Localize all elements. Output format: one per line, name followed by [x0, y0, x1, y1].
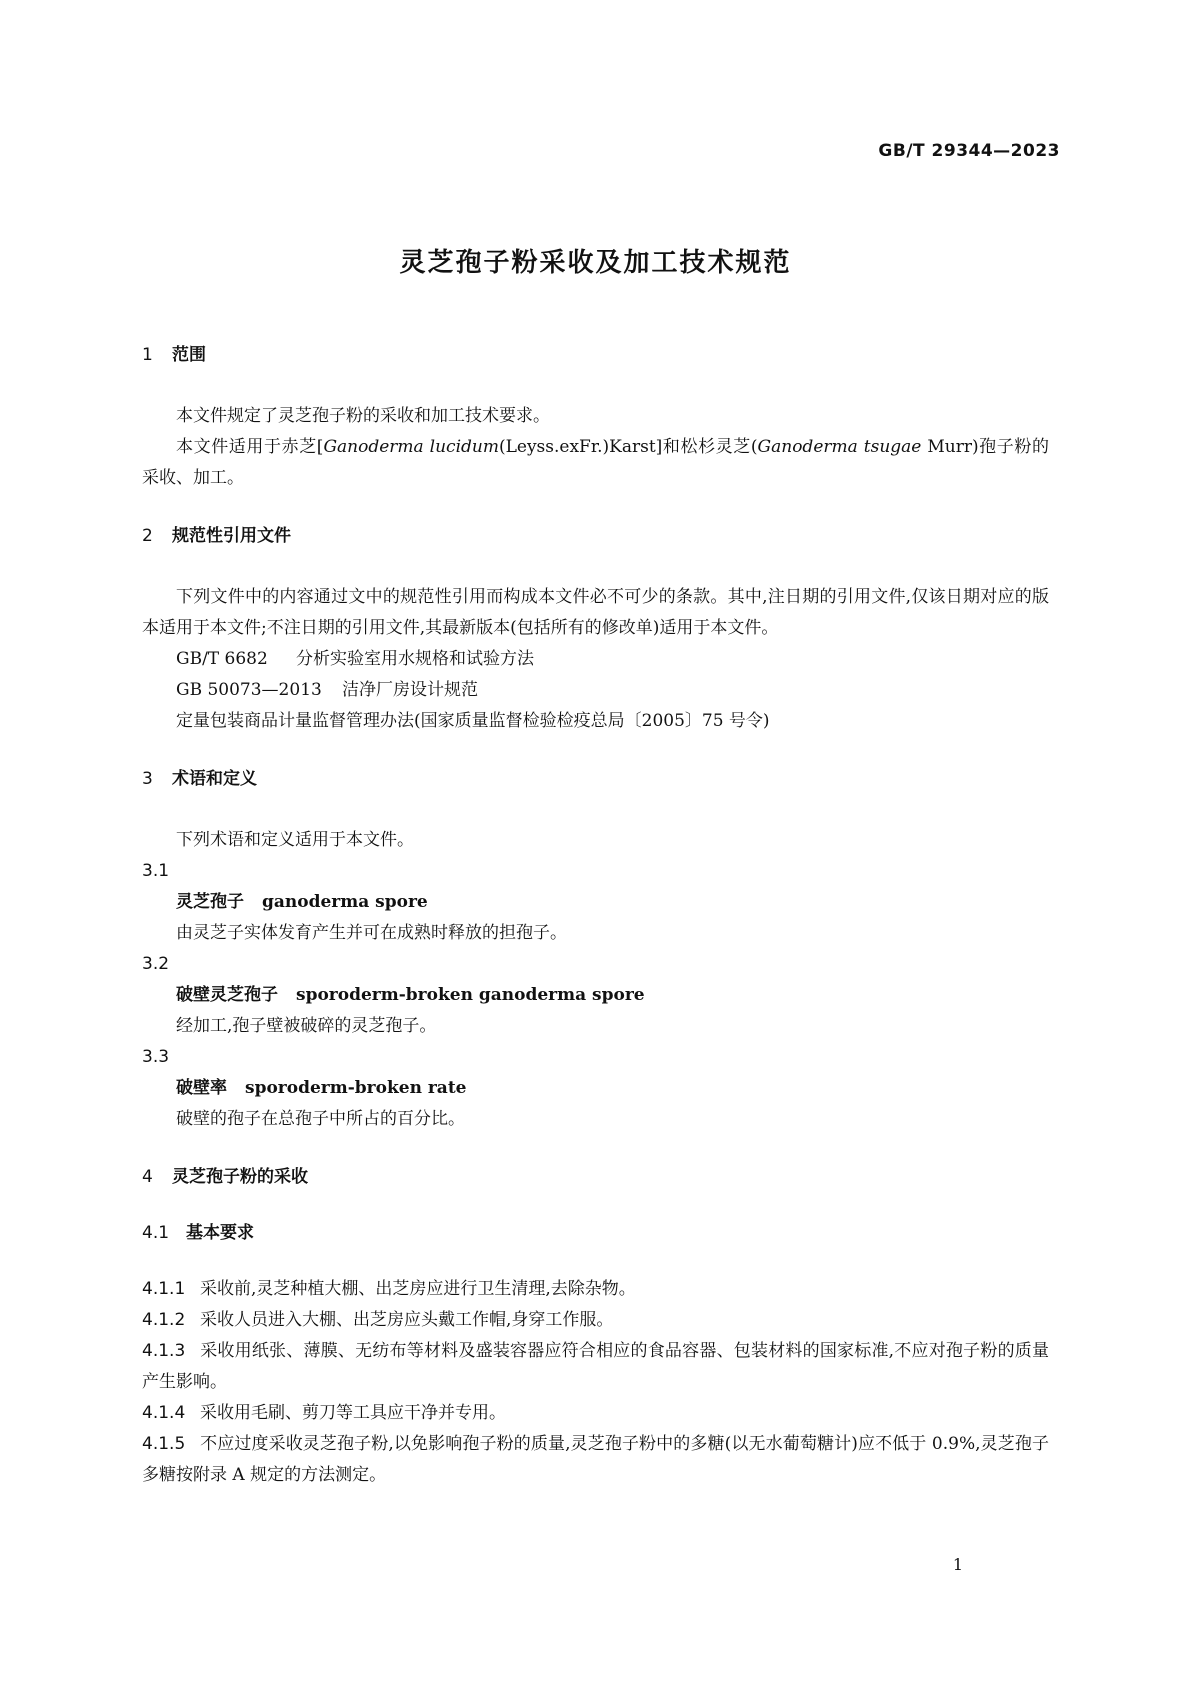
- term-number: 3.3: [142, 1047, 170, 1067]
- section-title: 灵芝孢子粉的采收: [172, 1167, 308, 1187]
- clause: [142, 1398, 1049, 1429]
- clause-text: 采收用纸张、薄膜、无纺布等材料及盛装容器应符合相应的食品容器、包装材料的国家标准,不应对孢子粉的质量产生影响。: [142, 1341, 1049, 1392]
- scope-paragraph-1: 本文件规定了灵芝孢子粉的采收和加工技术要求。: [176, 406, 550, 426]
- term-definition: 由灵芝子实体发育产生并可在成熟时释放的担孢子。: [176, 923, 567, 943]
- clause: [142, 1274, 1049, 1305]
- term-number: 3.1: [142, 861, 170, 881]
- section-3-heading: [142, 764, 1049, 795]
- subsection-4-1-heading: [142, 1218, 1049, 1249]
- subsection-number: 4.1: [142, 1223, 170, 1243]
- term-definition: 经加工,孢子壁被破碎的灵芝孢子。: [176, 1016, 437, 1036]
- section-title: 规范性引用文件: [172, 526, 291, 546]
- section-1-heading: [142, 340, 1049, 371]
- section-number: 4: [142, 1167, 153, 1187]
- clause-number: 4.1.2: [142, 1310, 186, 1330]
- clause-text: 采收人员进入大棚、出芝房应头戴工作帽,身穿工作服。: [200, 1310, 614, 1330]
- species-name: Ganoderma lucidum: [323, 437, 499, 457]
- term-entry: [142, 980, 1049, 1011]
- references-intro: 下列文件中的内容通过文中的规范性引用而构成本文件必不可少的条款。其中,注日期的引用文件,仅该日期对应的版本适用于本文件;不注日期的引用文件,其最新版本(包括所有的修改单)适用于本文件。: [142, 587, 1049, 638]
- term-definition: 破壁的孢子在总孢子中所占的百分比。: [176, 1109, 465, 1129]
- clause-number: 4.1.4: [142, 1403, 186, 1423]
- section-number: 3: [142, 769, 153, 789]
- reference-item: 定量包装商品计量监督管理办法(国家质量监督检验检疫总局〔2005〕75 号令): [176, 711, 770, 731]
- document-title: 灵芝孢子粉采收及加工技术规范: [399, 248, 792, 278]
- clause: [142, 1336, 1049, 1398]
- clause: [142, 1305, 1049, 1336]
- subsection-title: 基本要求: [186, 1223, 254, 1243]
- term-entry: [142, 1073, 1049, 1104]
- section-2-heading: [142, 521, 1049, 552]
- clause-text: 不应过度采收灵芝孢子粉,以免影响孢子粉的质量,灵芝孢子粉中的多糖(以无水葡萄糖计)应不低于 0.9%,灵芝孢子多糖按附录 A 规定的方法测定。: [142, 1434, 1049, 1485]
- clause-text: 采收前,灵芝种植大棚、出芝房应进行卫生清理,去除杂物。: [200, 1279, 636, 1299]
- clause-number: 4.1.5: [142, 1434, 186, 1454]
- term-chinese: 灵芝孢子: [176, 892, 244, 912]
- page-number: 1: [952, 1555, 963, 1574]
- clause-number: 4.1.1: [142, 1279, 186, 1299]
- scope-paragraph-2: 本文件适用于赤芝[Ganoderma lucidum(Leyss.exFr.)Karst]和松杉灵芝(Ganoderma tsugae Murr)孢子粉的采收、加工。: [142, 437, 1049, 488]
- section-title: 术语和定义: [172, 769, 257, 789]
- reference-code: GB 50073—2013: [176, 680, 322, 700]
- reference-title: 洁净厂房设计规范: [342, 680, 478, 700]
- section-number: 2: [142, 526, 153, 546]
- term-chinese: 破壁灵芝孢子: [176, 985, 278, 1005]
- term-number: 3.2: [142, 954, 170, 974]
- section-4-heading: [142, 1162, 1049, 1193]
- clause-text: 采收用毛刷、剪刀等工具应干净并专用。: [200, 1403, 506, 1423]
- reference-code: GB/T 6682: [176, 649, 268, 669]
- term-chinese: 破壁率: [176, 1078, 227, 1098]
- standard-number: GB/T 29344—2023: [878, 141, 1060, 161]
- term-english: sporoderm-broken ganoderma spore: [296, 985, 645, 1005]
- section-title: 范围: [172, 345, 206, 365]
- reference-item: [142, 675, 1049, 706]
- term-entry: [142, 887, 1049, 918]
- term-english: ganoderma spore: [262, 892, 428, 912]
- clause: [142, 1429, 1049, 1491]
- terms-intro: 下列术语和定义适用于本文件。: [176, 830, 414, 850]
- term-english: sporoderm-broken rate: [245, 1078, 467, 1098]
- reference-title: 分析实验室用水规格和试验方法: [296, 649, 534, 669]
- reference-item: [142, 644, 1049, 675]
- clause-number: 4.1.3: [142, 1341, 186, 1361]
- document-body: [142, 340, 1049, 1491]
- species-name: Ganoderma tsugae: [757, 437, 922, 457]
- section-number: 1: [142, 345, 153, 365]
